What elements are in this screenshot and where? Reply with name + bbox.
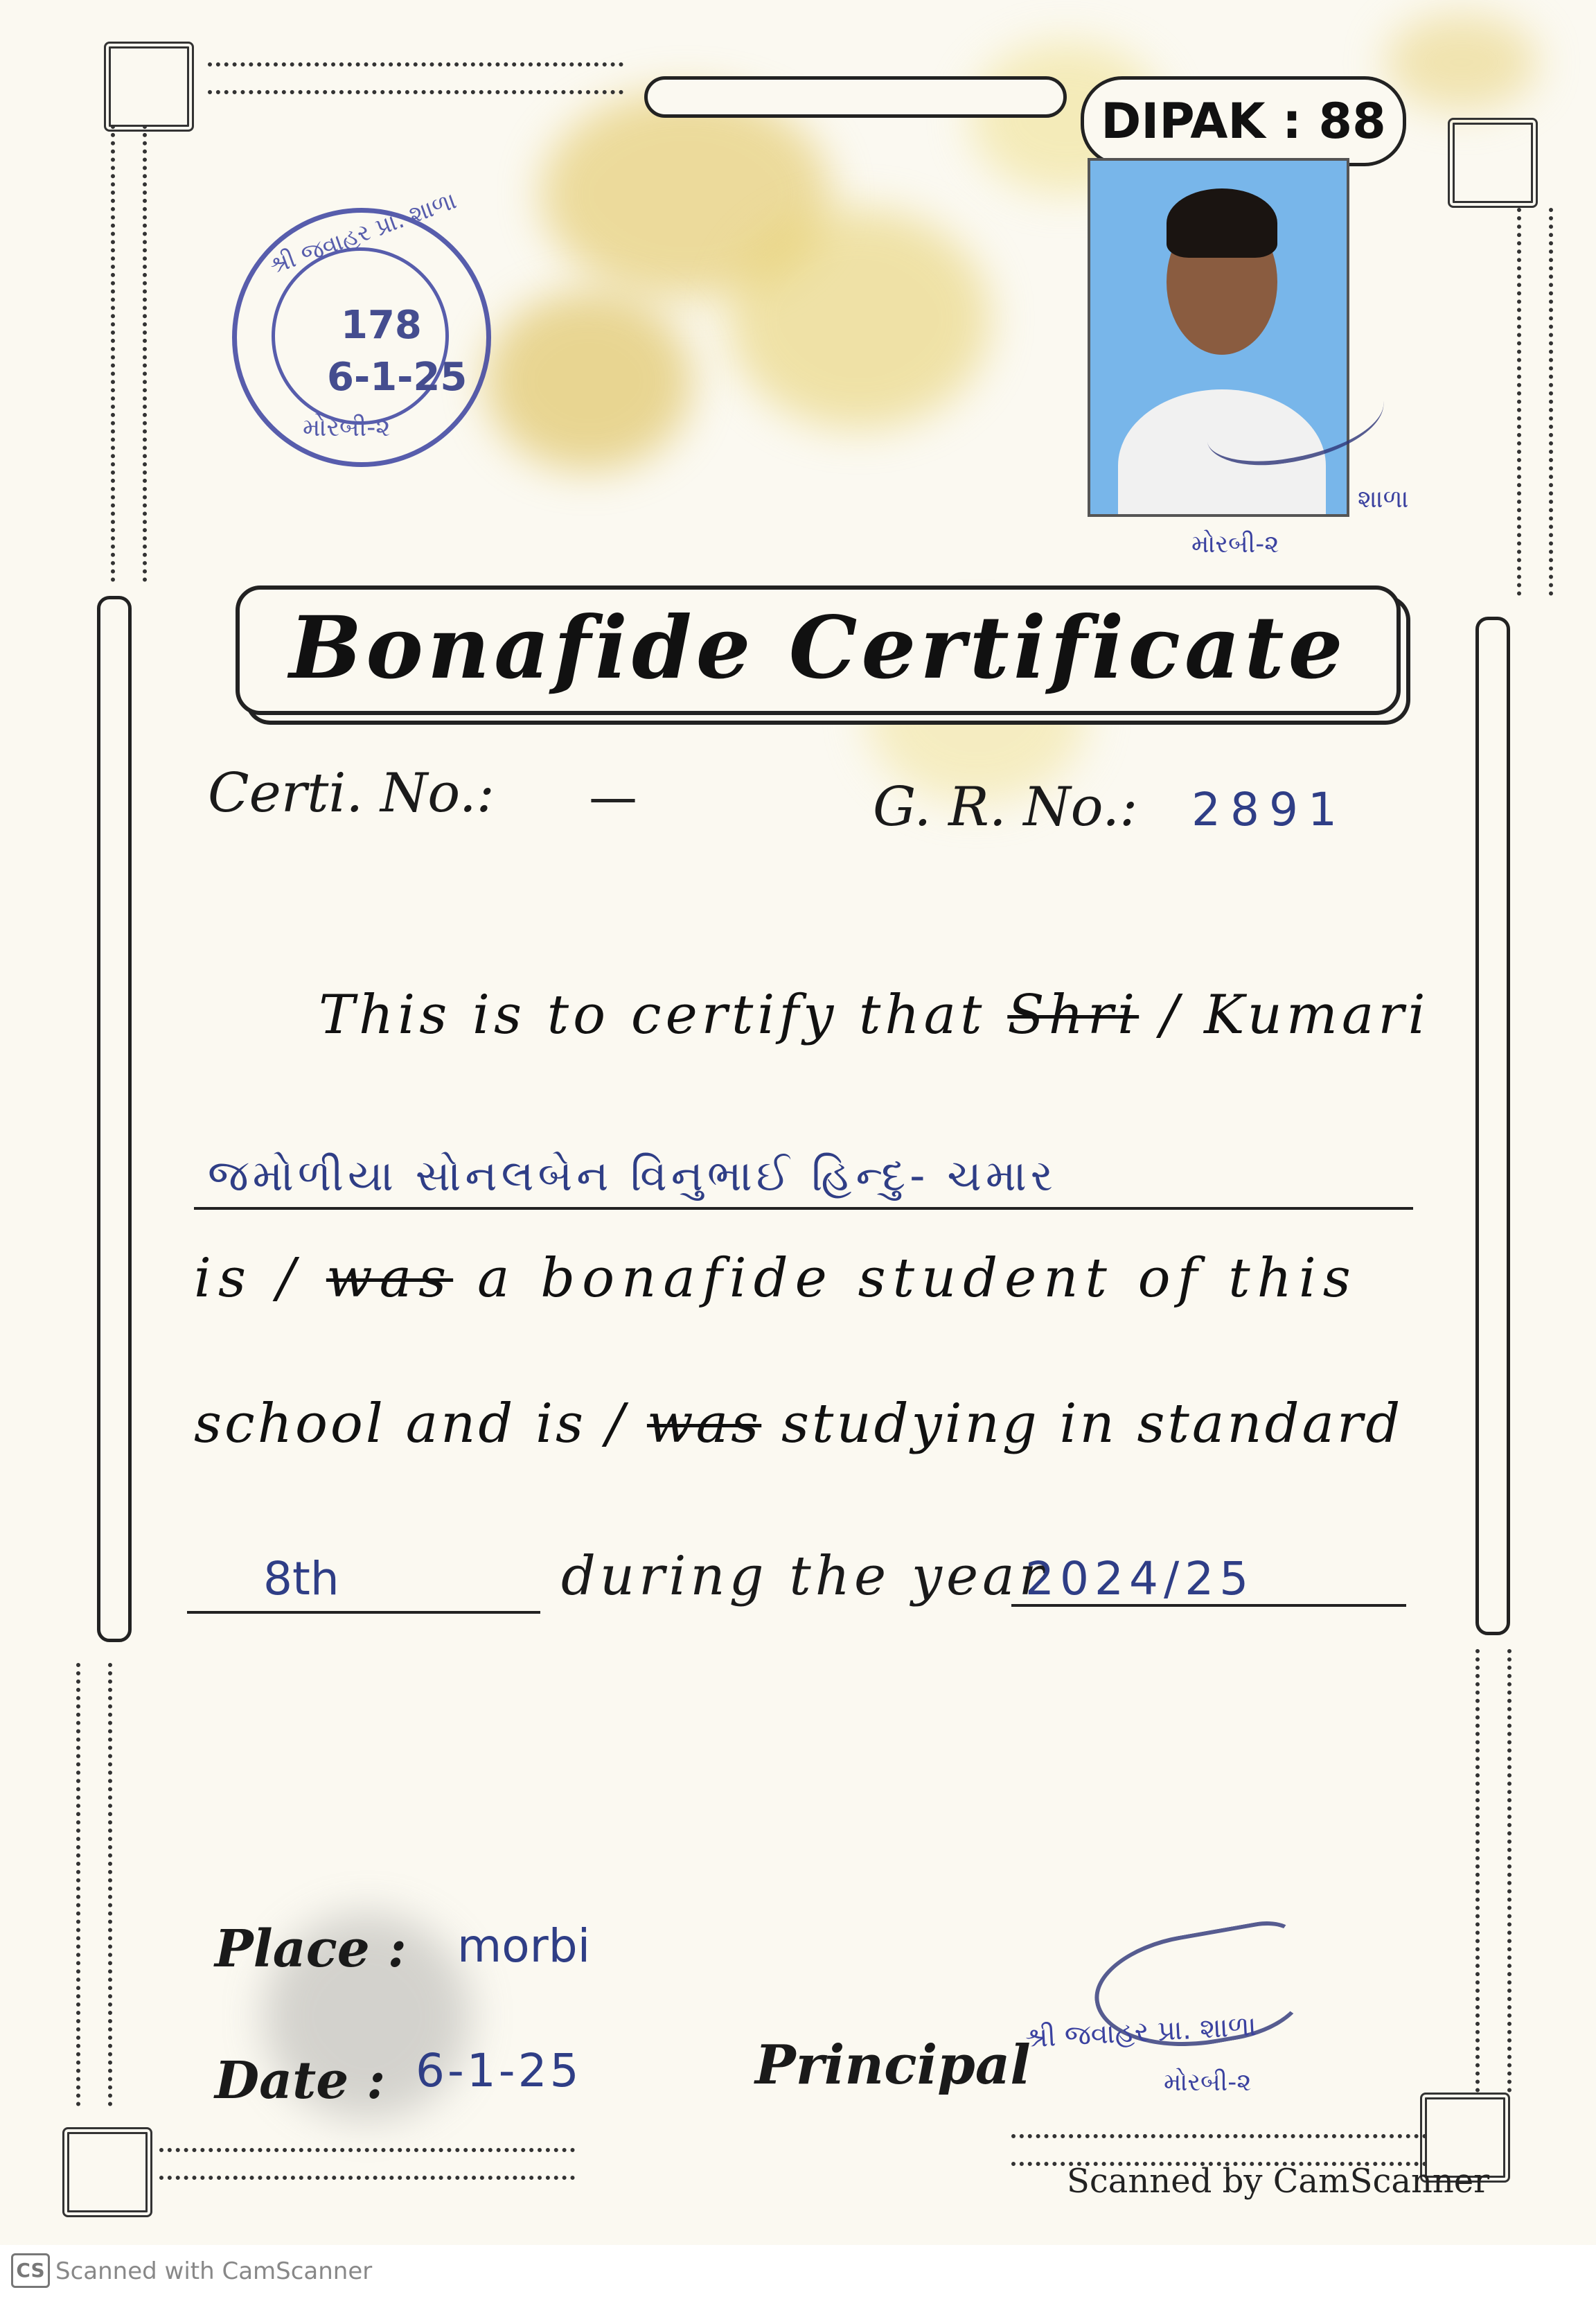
place-value: morbi: [457, 1919, 591, 1973]
school-seal: [232, 186, 491, 467]
seal-place: મોરબી-૨: [303, 414, 391, 442]
was-struck-2: was: [646, 1393, 762, 1455]
principal-stamp-school: શ્રી જવાહર પ્રા. શાળા: [1025, 2010, 1257, 2054]
seal-ring-text: શ્રી જવાહર પ્રા. શાળા: [265, 186, 461, 281]
left-rail: [97, 596, 132, 1642]
gr-number-value: 2891: [1191, 783, 1347, 836]
principal-label: Principal: [755, 2034, 1031, 2097]
left-border-lower: [76, 1663, 112, 2106]
principal-stamp-place: મોરબી-૨: [1164, 2068, 1252, 2097]
right-border-lower: [1475, 1649, 1511, 2093]
bottom-border-left: [159, 2148, 575, 2180]
seal-date: 6-1-25: [327, 355, 468, 400]
standard-value: 8th: [263, 1552, 339, 1605]
certificate-number-value: —: [589, 769, 637, 826]
seal-number: 178: [341, 303, 422, 348]
date-value: 6-1-25: [416, 2044, 582, 2097]
slash-3: /: [605, 1393, 628, 1455]
right-rail: [1475, 617, 1510, 1635]
bonafide-student-text: a bonafide student of this: [477, 1247, 1358, 1310]
student-photo: [1088, 158, 1349, 517]
corner-ornament-top-left: [104, 42, 194, 132]
body-line-3: [194, 1247, 1358, 1310]
top-frame-bar: [644, 76, 1067, 118]
certificate-number-label: Certi. No.:: [208, 762, 495, 825]
student-name-underline: [194, 1207, 1413, 1210]
is-word: is: [194, 1247, 253, 1310]
right-border-upper: [1517, 208, 1553, 596]
was-struck-1: was: [326, 1247, 454, 1310]
student-name: જમોળીયા સોનલબેન વિનુભાઈ હિન્દુ- ચમાર: [208, 1150, 1057, 1201]
corner-ornament-bottom-left: [62, 2127, 152, 2217]
honorific-shri-struck: Shri: [1007, 984, 1140, 1046]
title-banner: [236, 585, 1401, 715]
scanner-inner-watermark: Scanned by CamScanner: [1067, 2162, 1490, 2201]
certificate-title: Bonafide Certificate: [289, 598, 1347, 698]
studying-in-text: studying in standard: [781, 1393, 1403, 1455]
body-line-4: [194, 1393, 1403, 1455]
year-underline: [1011, 1604, 1406, 1607]
school-and-is-text: school and is: [194, 1393, 587, 1455]
roll-tag-text: DIPAK : 88: [1101, 93, 1386, 150]
camscanner-badge: CS: [11, 2253, 50, 2288]
certify-text: This is to certify that: [319, 984, 986, 1046]
roll-tag: [1081, 76, 1406, 166]
slash-1: /: [1160, 984, 1183, 1046]
body-line-1: [319, 984, 1430, 1046]
place-label: Place :: [215, 1919, 407, 1979]
left-border-upper: [111, 125, 147, 582]
date-label: Date :: [215, 2051, 386, 2111]
year-value: 2024/25: [1025, 1552, 1254, 1605]
standard-underline: [187, 1611, 540, 1614]
scanner-footer: [0, 2245, 1596, 2299]
top-border: [208, 62, 623, 94]
camscanner-text: Scanned with CamScanner: [55, 2257, 373, 2285]
slash-2: /: [276, 1247, 303, 1310]
honorific-kumari: Kumari: [1204, 984, 1430, 1046]
photo-stamp-school: શાળા: [1358, 485, 1409, 513]
photo-stamp-place: મોરબી-૨: [1191, 530, 1279, 558]
corner-ornament-top-right: [1448, 118, 1538, 208]
gr-number-label: G. R. No.:: [873, 776, 1138, 838]
during-year-text: during the year: [561, 1545, 1049, 1607]
